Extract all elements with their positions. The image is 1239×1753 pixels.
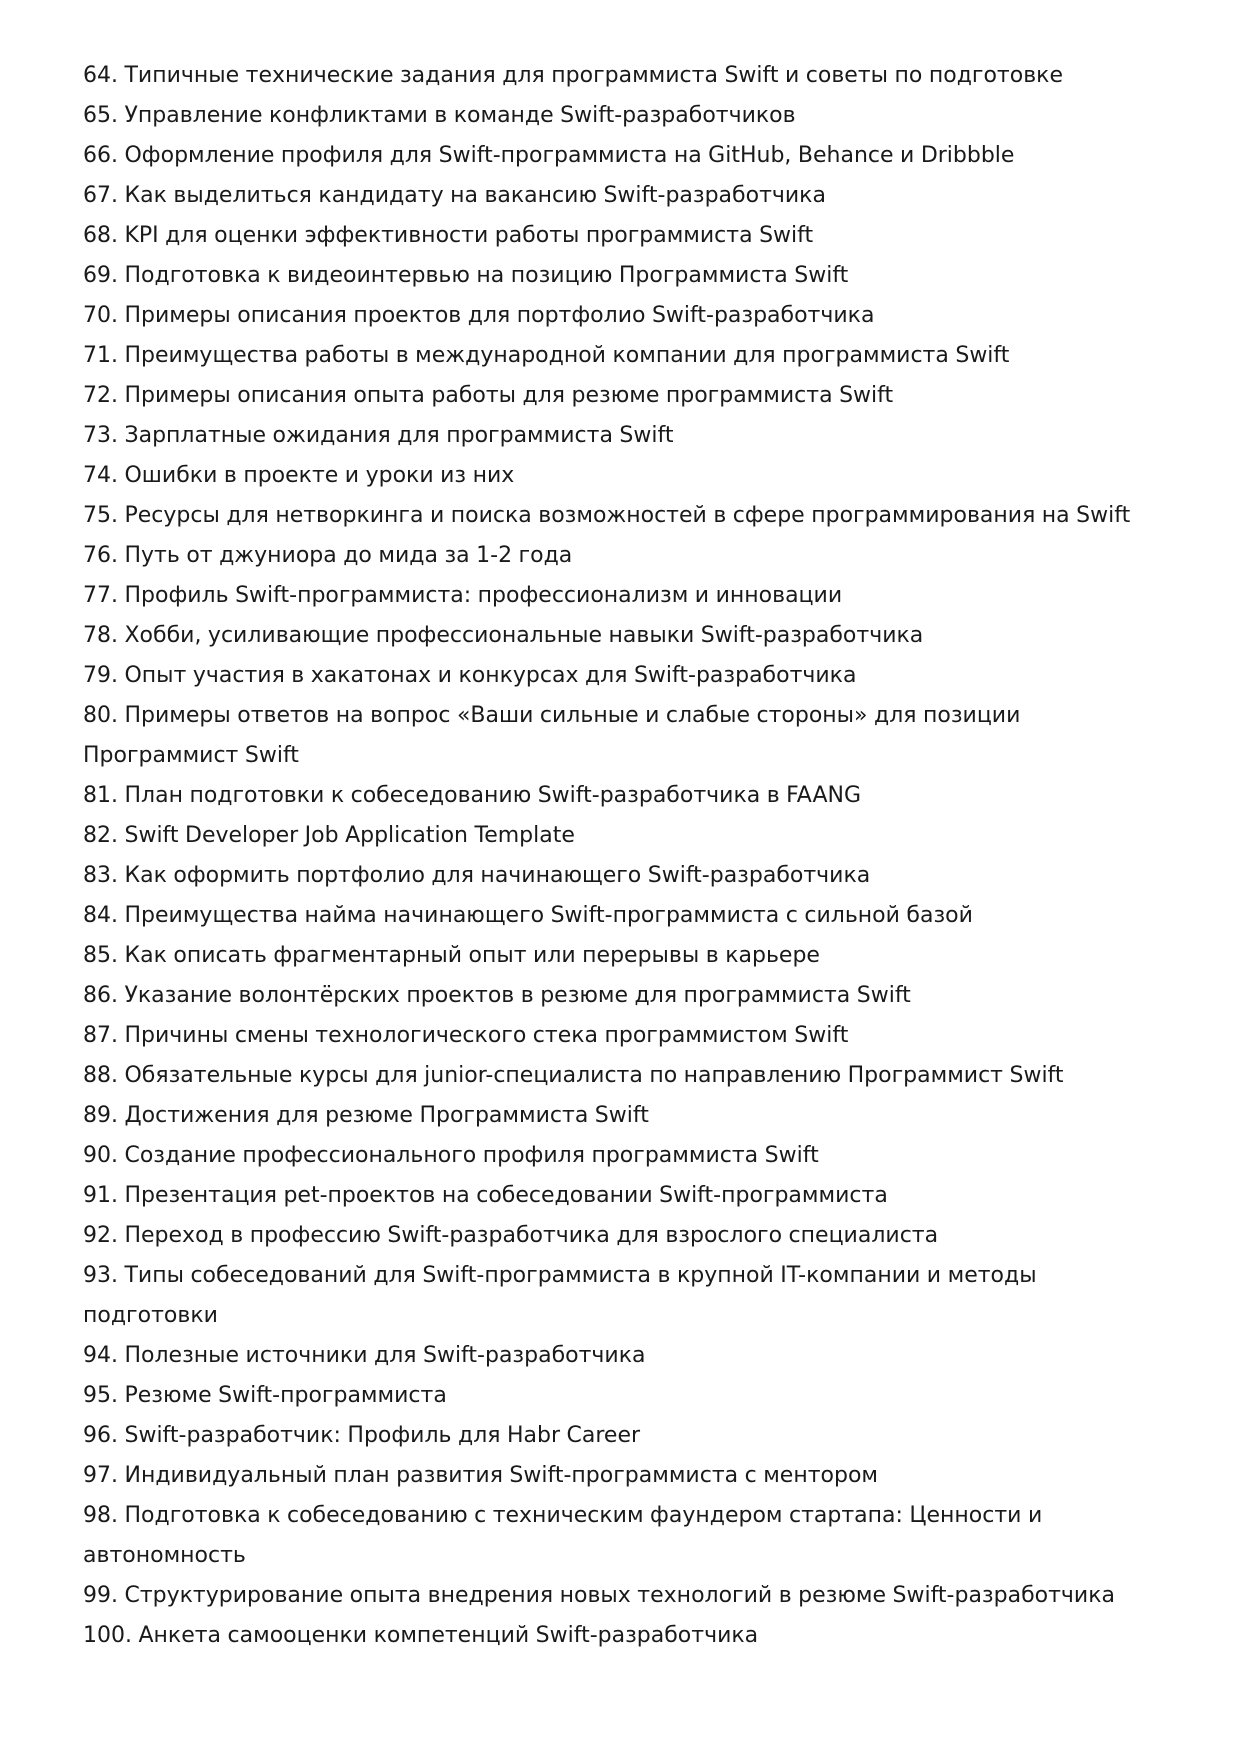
list-item: 70. Примеры описания проектов для портфолио Swift-разработчика [83,303,875,328]
list-item: 82. Swift Developer Job Application Template [83,823,575,848]
list-item: 99. Структурирование опыта внедрения новых технологий в резюме Swift-разработчика [83,1583,1115,1608]
list-item: 94. Полезные источники для Swift-разработчика [83,1343,646,1368]
list-item: 85. Как описать фрагментарный опыт или перерывы в карьере [83,943,820,968]
list-item: 87. Причины смены технологического стека программистом Swift [83,1023,849,1048]
list-item: 75. Ресурсы для нетворкинга и поиска возможностей в сфере программирования на Swift [83,503,1131,528]
list-item: 97. Индивидуальный план развития Swift-программиста с ментором [83,1463,879,1488]
list-item: 69. Подготовка к видеоинтервью на позицию Программиста Swift [83,263,849,288]
list-item: 68. KPI для оценки эффективности работы программиста Swift [83,223,814,248]
list-item: 93. Типы собеседований для Swift-программиста в крупной IT-компании и методы подготовки [83,1263,1037,1328]
list-item: 91. Презентация pet-проектов на собеседовании Swift-программиста [83,1183,888,1208]
list-item: 79. Опыт участия в хакатонах и конкурсах для Swift-разработчика [83,663,857,688]
list-item: 71. Преимущества работы в международной компании для программиста Swift [83,343,1010,368]
list-item: 74. Ошибки в проекте и уроки из них [83,463,515,488]
topics-list [83,56,1173,1656]
list-item: 73. Зарплатные ожидания для программиста Swift [83,423,674,448]
list-item: 65. Управление конфликтами в команде Swift-разработчиков [83,103,796,128]
document-page [83,56,1173,1656]
list-item: 98. Подготовка к собеседованию с техническим фаундером стартапа: Ценности и автономность [83,1503,1043,1568]
list-item: 76. Путь от джуниора до мида за 1-2 года [83,543,573,568]
list-item: 88. Обязательные курсы для junior-специалиста по направлению Программист Swift [83,1063,1064,1088]
list-item: 86. Указание волонтёрских проектов в резюме для программиста Swift [83,983,911,1008]
list-item: 89. Достижения для резюме Программиста Swift [83,1103,649,1128]
list-item: 96. Swift-разработчик: Профиль для Habr Career [83,1423,641,1448]
list-item: 66. Оформление профиля для Swift-программиста на GitHub, Behance и Dribbble [83,143,1015,168]
list-item: 83. Как оформить портфолио для начинающего Swift-разработчика [83,863,871,888]
list-item: 80. Примеры ответов на вопрос «Ваши сильные и слабые стороны» для позиции Программист Swift [83,703,1021,768]
list-item: 78. Хобби, усиливающие профессиональные навыки Swift-разработчика [83,623,924,648]
list-item: 64. Типичные технические задания для программиста Swift и советы по подготовке [83,63,1063,88]
list-item: 100. Анкета самооценки компетенций Swift-разработчика [83,1623,759,1648]
list-item: 81. План подготовки к собеседованию Swift-разработчика в FAANG [83,783,862,808]
list-item: 90. Создание профессионального профиля программиста Swift [83,1143,819,1168]
list-item: 84. Преимущества найма начинающего Swift-программиста с сильной базой [83,903,973,928]
list-item: 92. Переход в профессию Swift-разработчика для взрослого специалиста [83,1223,939,1248]
list-item: 72. Примеры описания опыта работы для резюме программиста Swift [83,383,894,408]
list-item: 77. Профиль Swift-программиста: профессионализм и инновации [83,583,843,608]
list-item: 67. Как выделиться кандидату на вакансию Swift-разработчика [83,183,826,208]
list-item: 95. Резюме Swift-программиста [83,1383,447,1408]
